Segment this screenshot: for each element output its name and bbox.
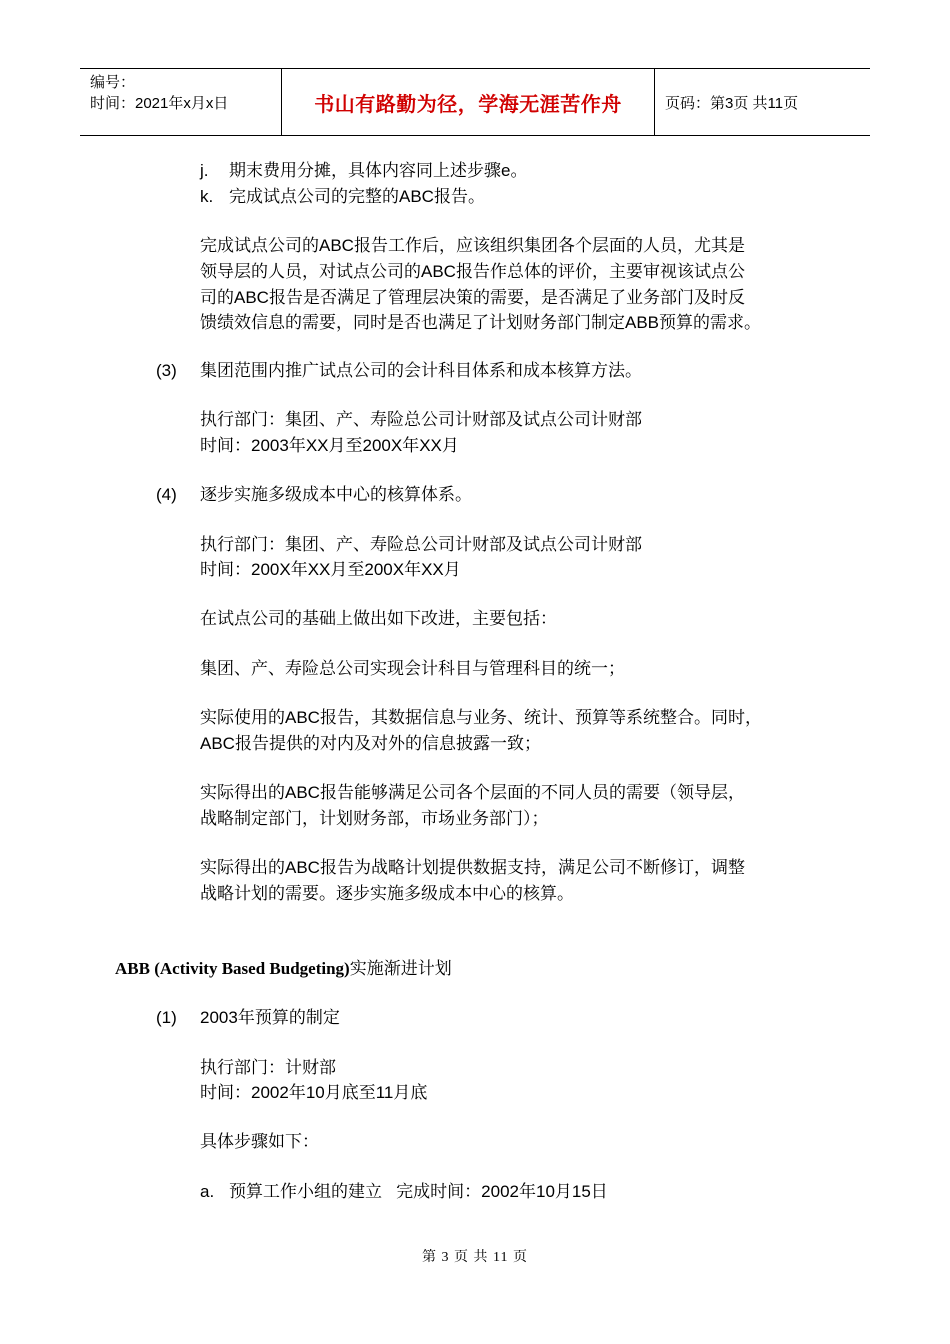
document-number-label: 编号： (90, 74, 136, 91)
page-footer: 第 3 页 共 11 页 (422, 1250, 528, 1265)
item-j-text: 期末费用分摊，具体内容同上述步骤e。 (229, 161, 528, 180)
para1-line: 完成试点公司的ABC报告工作后，应该组织集团各个层面的人员，尤其是 (200, 236, 745, 255)
item4-time: 时间：200X年XX月至200X年XX月 (200, 560, 461, 579)
abb1-dept: 执行部门：计财部 (200, 1058, 336, 1077)
document-date: 时间：2021年x月x日 (90, 95, 229, 112)
item3-dept: 执行部门：集团、产、寿险总公司计财部及试点公司计财部 (200, 410, 642, 429)
abb-section-heading (115, 956, 452, 981)
item3-marker: (3) (156, 361, 177, 380)
header-page-cell (655, 69, 870, 135)
item4-marker: (4) (156, 485, 177, 504)
item-j-marker: j. (200, 161, 209, 180)
para1-line: 司的ABC报告是否满足了管理层决策的需要，是否满足了业务部门及时反 (200, 288, 745, 307)
improve-3-line: 战略制定部门，计划财务部，市场业务部门）； (200, 809, 549, 828)
improve-intro: 在试点公司的基础上做出如下改进，主要包括： (200, 609, 557, 628)
improve-4-line: 实际得出的ABC报告为战略计划提供数据支持，满足公司不断修订，调整 (200, 858, 745, 877)
item3-time: 时间：2003年XX月至200X年XX月 (200, 436, 459, 455)
page-header (80, 68, 870, 136)
improve-2-line: ABC报告提供的对内及对外的信息披露一致； (200, 734, 541, 753)
item4-text: 逐步实施多级成本中心的核算体系。 (200, 485, 472, 504)
step-a-text: 预算工作小组的建立 完成时间：2002年10月15日 (229, 1182, 608, 1201)
header-motto-cell (282, 69, 655, 135)
improve-4-line: 战略计划的需要。逐步实施多级成本中心的核算。 (200, 884, 574, 903)
item3-text: 集团范围内推广试点公司的会计科目体系和成本核算方法。 (200, 361, 642, 380)
abb-heading-en: ABB (Activity Based Budgeting) (115, 959, 350, 978)
para1-line: 馈绩效信息的需要，同时是否也满足了计划财务部门制定ABB预算的需求。 (200, 313, 762, 332)
steps-intro: 具体步骤如下： (200, 1132, 319, 1151)
item-k-text: 完成试点公司的完整的ABC报告。 (229, 187, 485, 206)
improve-2-line: 实际使用的ABC报告，其数据信息与业务、统计、预算等系统整合。同时， (200, 708, 762, 727)
improve-1: 集团、产、寿险总公司实现会计科目与管理科目的统一； (200, 659, 625, 678)
item-k-marker: k. (200, 187, 214, 206)
step-a-marker: a. (200, 1182, 215, 1201)
abb1-text: 2003年预算的制定 (200, 1008, 340, 1027)
para1-line: 领导层的人员，对试点公司的ABC报告作总体的评价，主要审视该试点公 (200, 262, 745, 281)
header-motto: 书山有路勤为径，学海无涯苦作舟 (314, 91, 622, 116)
header-left-cell (80, 69, 282, 135)
item4-dept: 执行部门：集团、产、寿险总公司计财部及试点公司计财部 (200, 535, 642, 554)
abb-heading-cn: 实施渐进计划 (349, 959, 452, 978)
improve-3-line: 实际得出的ABC报告能够满足公司各个层面的不同人员的需要（领导层， (200, 783, 745, 802)
abb1-time: 时间：2002年10月底至11月底 (200, 1083, 428, 1102)
header-page-info: 页码：第3页 共11页 (665, 94, 799, 112)
abb1-marker: (1) (156, 1008, 177, 1027)
